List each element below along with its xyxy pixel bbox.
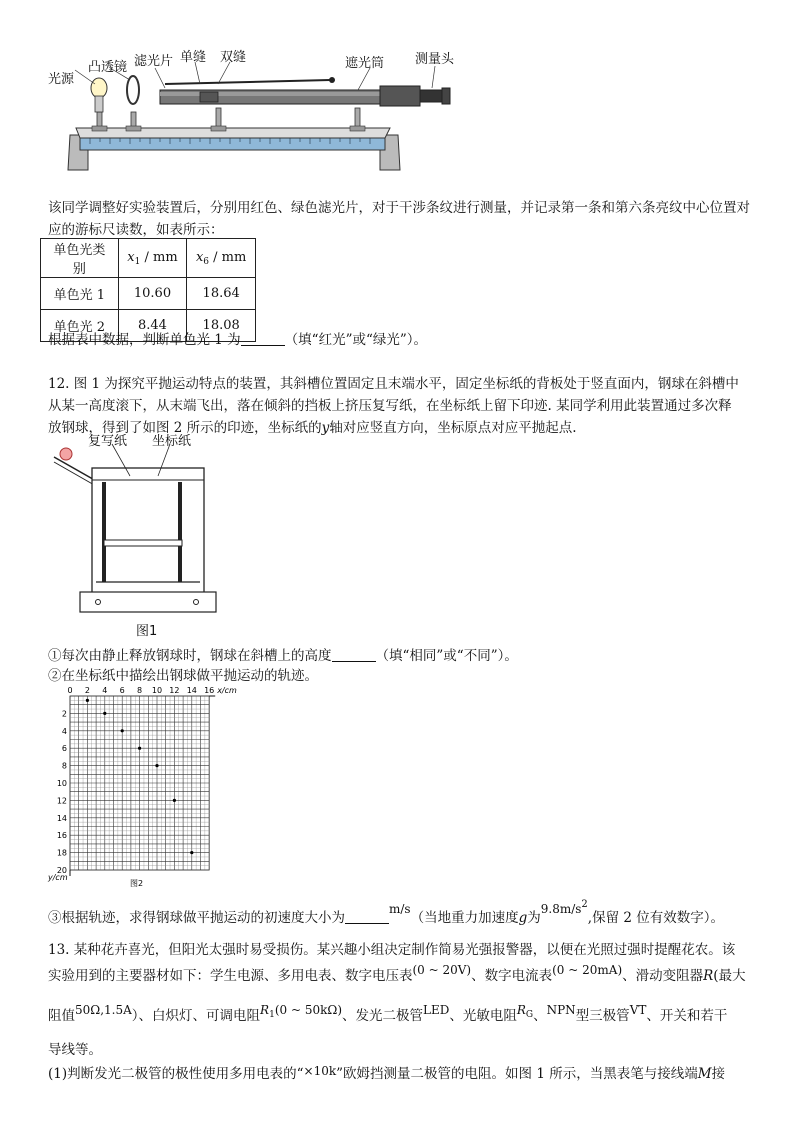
q13-line3-d: 、光敏电阻 — [449, 1008, 517, 1024]
npn: NPN — [546, 1003, 576, 1017]
table-cell: 单色光 2 — [41, 310, 119, 342]
answer-blank[interactable] — [241, 331, 285, 346]
table-row — [41, 278, 256, 310]
q13-line3-g: 、开关和若干 — [646, 1008, 728, 1024]
var-g: g — [518, 910, 528, 926]
y-tick-label: 16 — [56, 831, 67, 841]
reading-table — [40, 238, 256, 342]
y-tick-label: 18 — [56, 848, 67, 858]
q12-3-after: ,保留 2 位有效数字）。 — [587, 910, 725, 926]
q13-line3-c: 、发光二极管 — [342, 1008, 423, 1024]
x-tick-label: 2 — [84, 686, 90, 695]
sub-6: 6 — [203, 256, 210, 267]
table-header-cell: 单色光类别 — [41, 239, 119, 278]
g-value: 9.8m/s — [540, 902, 582, 916]
q13-line5-c: 接 — [711, 1066, 726, 1082]
var-rg: R — [516, 1003, 526, 1017]
x-tick-label: 12 — [169, 686, 180, 695]
fig2 — [48, 684, 237, 888]
label-filter: 滤光片 — [134, 54, 174, 69]
unit-mm: / mm — [144, 249, 178, 265]
y-axis-unit: y/cm — [48, 873, 68, 882]
var-y: y — [321, 420, 330, 436]
y-tick-label: 2 — [61, 709, 67, 719]
q11-judge — [48, 330, 427, 350]
fig1-caption: 图1 — [136, 624, 158, 639]
led: LED — [423, 1003, 450, 1017]
trajectory-point — [121, 729, 124, 732]
table-header-cell — [118, 239, 187, 278]
q13-line2-d: (最大 — [713, 968, 746, 984]
q12-line2: 从某一高度滚下，从末端飞出，落在倾斜的挡板上挤压复写纸，在坐标纸上留下印迹. 某同学利用此装置通过多次释 — [48, 398, 732, 414]
fig2-caption: 图2 — [130, 879, 144, 888]
table-cell: 18.64 — [187, 278, 256, 310]
fig1-drawing — [40, 432, 220, 622]
voltmeter-range: (0 ~ 20V) — [412, 963, 472, 977]
q13-line3-b: ）、白炽灯、可调电阻 — [131, 1008, 261, 1024]
table-cell: 18.08 — [187, 310, 256, 342]
table-header-cell — [187, 239, 256, 278]
label-measuring-head: 测量头 — [415, 52, 455, 67]
sub-1: 1 — [134, 256, 141, 267]
x-axis-unit: x/cm — [217, 686, 237, 695]
label-double-slit: 双缝 — [220, 50, 247, 65]
r1-range: (0 ~ 50kΩ) — [274, 1003, 342, 1017]
q11-line2: 应的游标尺读数，如表所示： — [48, 222, 224, 238]
q13-line1: 13. 某种花卉喜光，但阳光太强时易受损伤。某兴趣小组决定制作简易光强报警器，以便在光照过强时提醒花农。该 — [48, 942, 736, 958]
rheostat-rating: 50Ω,1.5A — [75, 1003, 132, 1017]
y-tick-label: 14 — [56, 813, 67, 823]
table-cell: 单色光 1 — [41, 278, 119, 310]
unit-ms: m/s — [389, 902, 411, 916]
y-tick-label: 6 — [61, 744, 67, 754]
q12-line3-b: 轴对应竖直方向，坐标原点对应平抛起点. — [329, 420, 577, 436]
trajectory-point — [173, 799, 176, 802]
q12-line1: 12. 图 1 为探究平抛运动特点的装置，其斜槽位置固定且末端水平，固定坐标纸的背板处于竖直面内，钢球在斜槽中 — [48, 376, 739, 392]
vt: VT — [629, 1003, 647, 1017]
q13-line2-c: 、滑动变阻器 — [622, 968, 704, 984]
q13-line3-e: 、 — [533, 1008, 547, 1024]
x-tick-label: 8 — [137, 686, 143, 695]
var-x: x — [127, 249, 135, 265]
var-r1: R — [260, 1003, 270, 1017]
answer-blank[interactable] — [345, 909, 389, 924]
table-cell: 10.60 — [118, 278, 187, 310]
trajectory-point — [103, 712, 106, 715]
q13-line4: 导线等。 — [48, 1042, 102, 1058]
label-carbon-paper: 复写纸 — [88, 434, 128, 449]
q11-line1: 该同学调整好实验装置后，分别用红色、绿色滤光片，对于干涉条纹进行测量，并记录第一条和第六条亮纹中心位置对 — [48, 200, 750, 216]
q12-1 — [48, 646, 518, 666]
var-m: M — [697, 1066, 712, 1082]
g-exp: 2 — [581, 899, 588, 910]
q12-3-is: 为 — [527, 910, 541, 926]
q12-3-mid: （当地重力加速度 — [410, 910, 519, 926]
x-tick-label: 6 — [119, 686, 125, 695]
y-tick-label: 8 — [61, 761, 67, 771]
q13-line3-f: 型三极管 — [575, 1008, 630, 1024]
sub-g: G — [525, 1010, 534, 1020]
q13-line2-b: 、数字电流表 — [471, 968, 553, 984]
label-convex-lens: 凸透镜 — [88, 60, 128, 75]
answer-blank[interactable] — [332, 647, 376, 662]
q13-line5-a: (1)判断发光二极管的极性使用多用电表的“ — [48, 1066, 304, 1082]
apparatus-figure — [40, 40, 480, 190]
y-tick-label: 12 — [56, 796, 67, 806]
q11-judge-before: 根据表中数据，判断单色光 1 为 — [48, 332, 241, 348]
q12-1-before: ①每次由静止释放钢球时，钢球在斜槽上的高度 — [48, 648, 332, 664]
fig1 — [40, 432, 220, 637]
q12-2: ②在坐标纸中描绘出钢球做平抛运动的轨迹。 — [48, 668, 318, 684]
q13-line5 — [48, 1064, 725, 1084]
y-tick-label: 10 — [56, 779, 67, 788]
unit-mm: / mm — [213, 249, 247, 265]
x-tick-label: 10 — [151, 686, 163, 695]
q12-1-after: （填“相同”或“不同”）。 — [375, 648, 518, 664]
q12-3-before: ③根据轨迹，求得钢球做平抛运动的初速度大小为 — [48, 910, 345, 926]
q13-line3-a: 阻值 — [48, 1008, 75, 1024]
table-cell: 8.44 — [118, 310, 187, 342]
trajectory-point — [190, 851, 193, 854]
x-tick-label: 0 — [67, 686, 73, 695]
q13-line2-a: 实验用到的主要器材如下：学生电源、多用电表、数字电压表 — [48, 968, 413, 984]
x-tick-label: 16 — [204, 686, 215, 695]
fig2-chart — [48, 684, 237, 888]
q12-line3-a: 放钢球，得到了如图 2 所示的印迹，坐标纸的 — [48, 420, 322, 436]
q13-line5-b: ”欧姆挡测量二极管的电阻。如图 1 所示，当黑表笔与接线端 — [336, 1066, 698, 1082]
label-grid-paper: 坐标纸 — [152, 434, 192, 449]
label-single-slit: 单缝 — [180, 50, 207, 65]
label-tube: 遮光筒 — [345, 56, 385, 71]
ohm-range: ×10k — [303, 1064, 337, 1078]
y-tick-label: 20 — [56, 866, 67, 875]
q11-judge-after: （填“红光”或“绿光”）。 — [284, 332, 428, 348]
x-tick-label: 4 — [102, 686, 108, 695]
sub-1: 1 — [269, 1010, 275, 1020]
ammeter-range: (0 ~ 20mA) — [552, 963, 623, 977]
trajectory-point — [86, 699, 89, 702]
trajectory-point — [138, 747, 141, 750]
trajectory-point — [155, 764, 158, 767]
q12-3 — [48, 899, 725, 928]
var-x: x — [195, 249, 204, 265]
y-tick-label: 4 — [61, 726, 67, 736]
table-header-row — [41, 239, 256, 278]
label-light-source: 光源 — [48, 72, 75, 87]
x-tick-label: 14 — [186, 686, 197, 695]
q13-line2 — [48, 963, 746, 986]
var-r: R — [703, 968, 714, 984]
q13-line3 — [48, 1003, 728, 1031]
